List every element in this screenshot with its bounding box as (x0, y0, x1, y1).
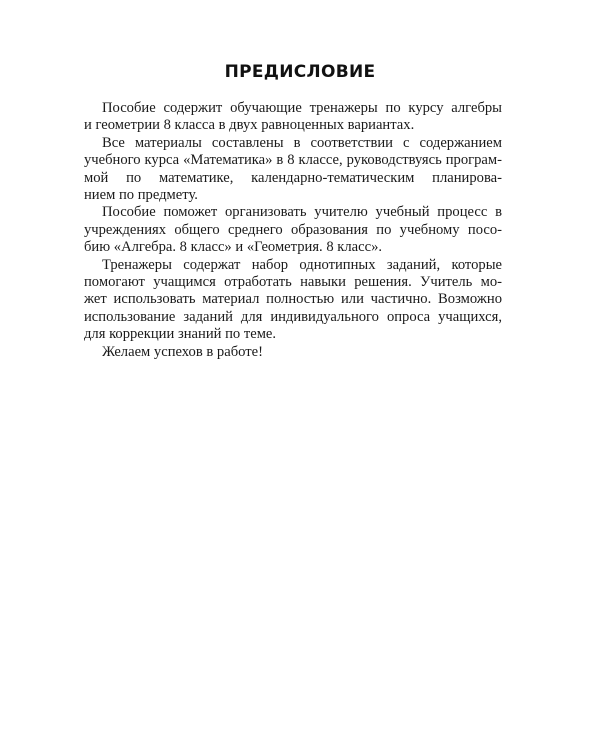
text-line: Тренажеры содержат набор однотипных заданий, которые (102, 256, 502, 273)
text-line: жет использовать материал полностью или частично. Возможно (84, 291, 502, 308)
preface-body (84, 100, 502, 361)
text-line: для коррекции знаний по теме. (84, 326, 277, 343)
text-line: Желаем успехов в работе! (102, 343, 263, 360)
text-line: Пособие поможет организовать учителю учебный процесс в (102, 204, 502, 221)
text-line: использование заданий для индивидуального опроса учащихся, (84, 308, 502, 325)
text-line: мой по математике, календарно-тематическим планирова- (84, 169, 502, 186)
text-line: нием по предмету. (84, 187, 198, 204)
text-line: Все материалы составлены в соответствии с содержанием (102, 134, 502, 151)
text-line: помогают учащимся отработать навыки решения. Учитель мо- (84, 274, 502, 291)
text-line: учебного курса «Математика» в 8 классе, руководствуясь програм- (84, 152, 502, 169)
page-title: ПРЕДИСЛОВИЕ (224, 62, 376, 82)
text-line: бию «Алгебра. 8 класс» и «Геометрия. 8 класс». (84, 239, 383, 256)
text-line: Пособие содержит обучающие тренажеры по курсу алгебры (102, 100, 502, 116)
text-line: и геометрии 8 класса в двух равноценных вариантах. (84, 117, 415, 134)
text-line: учреждениях общего среднего образования по учебному посо- (84, 221, 502, 238)
